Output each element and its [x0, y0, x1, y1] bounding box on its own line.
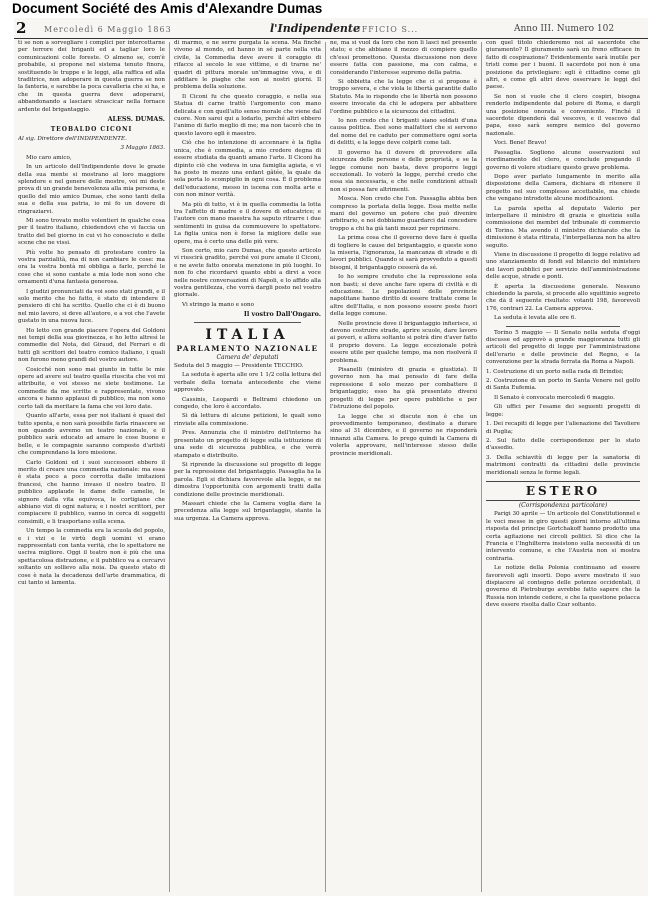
- list-item: 3. Della schiavitù di legge per la sanatoria di matrimoni contratti da cittadini delle provincie meridionali senza le forme legali.: [486, 454, 640, 476]
- list-item: Il Senato è convocato mercoledì 6 maggio.: [494, 394, 615, 401]
- paragraph: Vi stringo la mano e sono: [182, 301, 255, 308]
- letter-addressee: Al sig. Direttore dell'INDIPENDENTE.: [18, 135, 127, 142]
- parliament-heading: PARLAMENTO NAZIONALE: [176, 343, 319, 353]
- lead-paragraph: ti se non a sorvegliare i complici per intercettarne per terrore dei briganti ed a tagliar loro le comunicazioni colle foreste. O almeno se, com'è probabile, si propone nel sistema tenuto finora, sostituendo le truppe e le leggi, alla raffica ed alla traditrice, non adoperare in questa guerra se non la fanteria, e sarebbe la poca cavalleria che si ha, e che in questa guerra deve adoperarsi, abbandonando a lasciare strascicar nella fornace ardente del brigantaggio.: [18, 40, 165, 113]
- paragraph: Più volte ho pensato di protestare contro la vostra parzialità, ma di non cambiare le cose: ma ora la vostra bontà mi obbliga a farlo, perché le cose che si sono cantate a mia lode non sono che ornamenti d'una fantasia generosa.: [18, 249, 165, 286]
- paragraph: Si obbietta che la legge che ci si propone è troppo severa, e che viola le libertà garantite dallo Statuto. Ma io rispondo che le libertà non possono essere invocate da chi le adopera per abbattere l'ordine pubblico e la sicurezza dei cittadini.: [330, 79, 477, 115]
- paragraph: Mi sono trovato molto volentieri in qualche cosa per il teatro italiano, chiedendovi che vi faccia un tratto del bel giorno in cui vi ho conosciuto e delle scene che ne vissi.: [18, 217, 165, 247]
- column-divider: [325, 42, 326, 892]
- column-3: [330, 40, 477, 894]
- paragraph: Pres. Annunzia che il ministro dell'interno ha presentato un progetto di legge sulla istituzione di una sede di sicurezza pubblica, e che verrà stampato e distribuito.: [174, 430, 321, 459]
- paragraph: Son certo, mio caro Dumas, che questo articolo vi riuscirà gradito, perché voi pure amate il Ciconi, e ne avete fatto onorata menzione in più luoghi. Io non fo che ricordarvi quanto ebbi a dirvi a voce nelle nostre conversazioni di Napoli, e lo affido alla vostra gentilezza, che vorrà dargli posto nel vostro giornale.: [174, 247, 321, 299]
- paragraph: Parigi 30 aprile — Un articolo del Constitutionnel e le voci messe in giro questi giorni intorno all'ultima risposta del principe Gortchakoff hanno prodotto una certa agitazione nei circoli politici. Si dice che la Francia e l'Inghilterra insistono sulla necessità di un intervento comune, e che l'Austria non si mostra contraria.: [486, 511, 640, 562]
- paragraph: Ciò che ho intenzione di accennare è la figlia unica, che è commedia, a mio credere degna di essere studiata da quanti amano l'arte. Il Ciconi ha dipinto ciò che vedeva in una famiglia agiata, e vi ha posto in mezzo una enfant gâtée, la quale da sola porta lo scompiglio in ogni cosa. È il problema dell'educazione, messo in iscena con molta arte e con non minor verità.: [174, 140, 321, 199]
- paragraph: La parola spetta al deputato Valerio per interpellare il ministro di grazia e giustizia sulla commissione dei membri del tribunale di commercio di Torino. Ma avendo il ministro dichiarato che la dimissione è stata ritirata, l'interpellanza non ha altro seguito.: [486, 205, 640, 249]
- paragraph: Pisanelli (ministro di grazia e giustizia). Il governo non ha mai pensato di fare della repressione il solo mezzo per combattere il brigantaggio; esso ha già presentato diversi progetti di legge per opere pubbliche e per l'istruzione del popolo.: [330, 367, 477, 411]
- paragraph: È aperta la discussione generale. Nessuno chiedendo la parola, si procede allo squittinio segreto che dà il seguente risultato: votanti 198, favorevoli 176, contrari 22. La Camera approva.: [486, 283, 640, 312]
- list-item: Gli uffici per l'esame dei seguenti progetti di legge:: [486, 404, 640, 418]
- chamber-heading: Camera de' deputati: [216, 353, 279, 361]
- paragraph: La seduta è levata alle ore 6.: [494, 315, 577, 322]
- section-divider: [506, 326, 620, 327]
- paragraph: Cosicché non sono mai giunto in tutte le mie opere ad avere sul teatro quella riuscita che voi mi attribuite, e voi stesso ne siete testimone. Le commedie da me scritte e rappresentate, vivono ancora e hanno applausi di pubblico, ma non sono certo tali da meritare la fama che voi loro date.: [18, 366, 165, 410]
- paragraph: Se non si vuole che il clero cospiri, bisogna renderlo indipendente dal potere di Roma, e dargli una posizione onorata e conveniente. Finché il sacerdote dipenderà dal vescovo, e il vescovo dal papa, esso sarà sempre nemico del governo nazionale.: [486, 93, 640, 137]
- paragraph: Il Ciconi fu che questo coraggio, e nella sua Statua di carne trattò l'argomento con mano delicata e con quell'alto senso morale che viene dal cuore. Non sarei qui a lodarlo, perché altri ebbero l'animo di farlo meglio di me; ma non tacerò che in questo lavoro egli è maestro.: [174, 93, 321, 137]
- senate-report: Torino 5 maggio — Il Senato nella seduta d'oggi discusse ed approvò a grande maggioranza tutti gli articoli del progetto di legge per l'amministrazione dell'erario e delle provincie del Regno, e la convenzione per la strada ferrata da Roma a Napoli.: [486, 329, 640, 366]
- list-item: 1. Dei recapiti di legge per l'alienazione del Tavoliere di Puglia;: [486, 421, 640, 435]
- paragraph: di marmo, e ne serre purgata la scena. Ma finché vivono al mondo, ed hanno in sé parte nella vita civile, la Commedia deve avere il coraggio di rifacce al secolo le sue vittime, e di trarne ne' quadri di pittura morale un'immagine viva, e di additare le piaghe che son ai nostri giorni. Il problema della soluzione.: [174, 40, 321, 91]
- section-divider: [194, 322, 301, 323]
- list-item: 2. Costruzione di un porto in Santa Venere nel golfo di Santa Eufemia.: [486, 378, 640, 392]
- paragraph: Si riprende la discussione sul progetto di legge per la repressione del brigantaggio. Passaglia ha la parola. Egli si dichiara favorevole alla legge, e ne dimostra l'opportunità con argomenti tratti dalla condizione delle provincie meridionali.: [174, 461, 321, 498]
- paragraph: Dopo aver parlato lungamente in merito alla disposizione della Camera, dichiara di ritenere il progetto nel suo complesso accettabile, ma chiede che vengano introdotte alcune modificazioni.: [486, 173, 640, 203]
- document-banner: Document Société des Amis d'Alexandre Dumas: [12, 1, 323, 16]
- correspondence-label: (Corrispondenza particolare): [518, 501, 608, 509]
- paragraph: Viene in discussione il progetto di legge relativo ad uno stanziamento di fondi sul bilancio del ministero dei lavori pubblici per servizio dell'amministrazione delle acque, strade e ponti.: [486, 251, 640, 281]
- session-line: Seduta del 5 maggio — Presidente TECCHIO.: [174, 363, 304, 370]
- paragraph: In un articolo dell'Indipendente dove le grazie della sua mente si mostrano al loro maggiore splendore e nel genere delle mostre, voi mi deste prova di un grande benevolenza alla mia persona, e quello del mio amico Dumas, che sono tanti della sua e della sua patria, io mi fo un dovere di ringraziarvi.: [18, 164, 165, 215]
- paragraph: La seduta è aperta alle ore 1 1/2 colla lettura del verbale della tornata antecedente che viene approvato.: [174, 372, 321, 394]
- page-number: 2: [16, 19, 27, 37]
- letter-salutation: Mio caro amico,: [26, 154, 72, 161]
- paragraph: La prima cosa che il governo deve fare è quella di togliere le cause del brigantaggio, e queste sono la miseria, l'ignoranza, la mancanza di strade e di lavori pubblici. Quando si sarà provveduto a questi bisogni, il brigantaggio cesserà da sé.: [330, 235, 477, 271]
- issue-number: Anno III. Numero 102: [514, 24, 615, 34]
- list-item: 1. Costruzione di un porto nella rada di Brindisi;: [486, 368, 624, 375]
- paragraph: La legge che si discute non è che un provvedimento temporaneo, destinato a durare sino al 31 dicembre, e il governo ne risponderà innanzi alla Camera. Io prego quindi la Camera di volerla approvare, nell'interesse stesso delle provincie meridionali.: [330, 413, 477, 457]
- paragraph: Io ho sempre creduto che la repressione sola non basti; si deve anche fare opera di civiltà e di educazione. Le popolazioni delle provincie napolitane hanno diritto di essere trattate come le altre dell'Italia, e non possono essere poste fuori della legge comune.: [330, 274, 477, 318]
- paragraph: Massari chiede che la Camera voglia dare la precedenza alla legge sul brigantaggio, stante la sua urgenza. La Camera approva.: [174, 500, 321, 522]
- article-kicker: TEOBALDO CICONI: [50, 126, 133, 134]
- letter-closing: Il vostro Dall'Ongaro.: [243, 310, 321, 319]
- author-signature: ALESS. DUMAS.: [107, 115, 165, 124]
- paragraph: con quel titolo chiederemo noi al sacerdote che giuramento? Il giuramento sarà un freno efficace in fatto di cospirazione? Evidentemente sarà inutile per tristi come per i buoni. Il sacerdote poi non è una posizione da privilegiare: egli è cittadino come gli altri, e come gli altri deve osservare le leggi del paese.: [486, 40, 640, 91]
- list-item: 2. Sul fatto delle corrispondenze per lo stato d'assedio.: [486, 437, 640, 452]
- paragraph: Passaglia. Sogliono alcune osservazioni sul riordinamento del clero, e conclude pregando il governo di volere studiare questo grave problema.: [486, 149, 640, 171]
- paragraph: Mosca. Non credo che l'on. Passaglia abbia ben compreso la portata della legge. Essa mette nelle mani del governo un potere che può divenire arbitrario, e noi dobbiamo guardarci dal concedere troppo a chi ha già tanti mezzi per reprimere.: [330, 196, 477, 232]
- paragraph: Ma più di tutto, vi è in quella commedia la lotta tra l'affetto di madre e il dovere di educatrice; e l'autore con mano maestra ha saputo ritrarre i due sentimenti in guisa da commuovere lo spettatore. La figlia unica non è forse la migliore delle sue opere, ma è certo una delle più vere.: [174, 201, 321, 245]
- newspaper-title: l'Indipendente: [270, 22, 361, 35]
- masthead-rule: [14, 38, 648, 39]
- masthead-date: Mercoledì 6 Maggio 1863: [44, 25, 172, 34]
- paragraph: Cassinis, Leopardi e Beltrami chiedono un congedo, che loro è accordato.: [174, 396, 321, 411]
- paragraph: Carlo Goldoni ed i suoi successori ebbero il merito di creare una commedia nazionale: ma essa è stata poco a poco corrotta dalle imitazioni francesi, che hanno invaso il nostro teatro. Il pubblico applaude le dame delle camelie, le signore dalla vita equivoca, le cortigiane che abbiano vizi di ogni natura; e i nostri scrittori, per compiacere il pubblico, vanno in cerca di soggetti consimili, e li trasportano sulla scena.: [18, 459, 165, 525]
- paragraph: Il governo ha il dovere di provvedere alla sicurezza delle persone e delle proprietà, e se la legge comune non basta, deve proporre leggi eccezionali. Io voterò la legge, perché credo che essa sia necessaria, e che nelle condizioni attuali non si possa fare altrimenti.: [330, 149, 477, 193]
- masthead: [14, 18, 648, 40]
- paragraph: Le notizie della Polonia continuano ad essere favorevoli agli insorti. Dopo avere mostrato il suo dispiacere al contegno delle potenze occidentali, il governo di Pietroburgo avrebbe fatto sapere che la Russia non intende cedere, e che la questione polacca deve essere risolta dallo Czar soltanto.: [486, 565, 640, 609]
- column-1: [18, 40, 165, 894]
- paragraph: Un tempo la commedia era la scuola del popolo, e i vizi e le virtù degli uomini vi erano rappresentati con tanta verità, che lo spettatore ne usciva migliore. Oggi il teatro non è più che una spettacolosa distrazione, e il pubblico va a cercarvi soltanto un sollievo alla noia. Da questo stato di cose è nata la decadenza dell'arte drammatica, di cui tanto si lamenta.: [18, 528, 165, 587]
- paragraph: Si dà lettura di alcune petizioni, le quali sono rinviate alla commissione.: [174, 413, 321, 427]
- paragraph: ne, ma si vuol da loro che non li lasci nel presente stato; e che abbiano il mezzo di compiere quello ch'essi promettono. Questa discussione non deve essere fatta con passione, ma con calma, e considerando l'interesse supremo della patria.: [330, 40, 477, 76]
- column-divider: [481, 42, 482, 892]
- masthead-office: UFFICIO S...: [354, 25, 419, 34]
- paragraph: Io non credo che i briganti siano soldati d'una causa politica. Essi sono malfattori che si servono del nome del re caduto per commettere ogni sorta di delitti, e la legge deve colpirli come tali.: [330, 118, 477, 147]
- newspaper-page: [14, 18, 648, 896]
- column-divider: [169, 42, 170, 892]
- paragraph: Voci. Bene! Bravo!: [494, 140, 547, 147]
- letter-dateline: 3 Maggio 1863.: [120, 145, 165, 152]
- paragraph: I giudizi pronunciati da voi sono stati grandi, e il solo merito che ho fatto, è stato di intendere il pensiero di chi ha scritto. Quello che ci è di buono nel mio lavoro, si deve all'autore, e a voi che l'avete gustato in una nuova luce.: [18, 288, 165, 325]
- column-2: [174, 40, 321, 894]
- paragraph: Quanto all'arte, essa per noi italiani è quasi del tutto spenta, e non sarà possibile farla rinascere se non quando avremo un teatro nazionale, e il pubblico sarà educato ad amare le cose buone e belle, e le compagnie saranno composte d'artisti che comprendano la loro missione.: [18, 413, 165, 457]
- paragraph: Ho letto con grande piacere l'opera del Goldoni nei tempi della sua giovinezza, e ho letto altresì le commedie del Nota, del Giraud, del Ferrari e di tutti gli scrittori del teatro comico italiano, i quali non furono meno grandi del vostro autore.: [18, 327, 165, 364]
- paragraph: Nelle provincie dove il brigantaggio infierisce, si devono costruire strade, aprire scuole, dare lavoro ai poveri, e allora soltanto si potrà dire d'aver fatto il proprio dovere. La legge eccezionale potrà essere utile per qualche tempo, ma non risolverà il problema.: [330, 320, 477, 364]
- section-title-italia: ITALIA: [205, 326, 290, 343]
- section-title-estero: ESTERO: [486, 481, 640, 501]
- column-4: [486, 40, 640, 894]
